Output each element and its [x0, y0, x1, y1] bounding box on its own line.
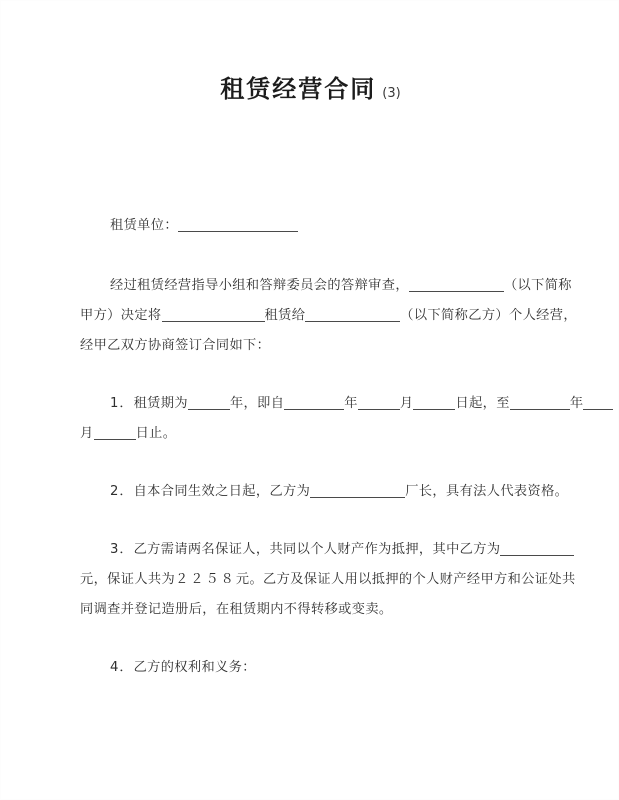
clause-1-text-2b: 日止。: [135, 426, 177, 441]
clause-3-line-2: [80, 565, 576, 595]
preamble-blank-asset[interactable]: [162, 308, 265, 322]
clause-1-text-d: 月: [399, 396, 414, 411]
preamble-text-2c: （以下简称乙方）个人经营，: [400, 308, 577, 323]
lessor-line: [80, 211, 540, 241]
clause-1-text-2a: 月: [80, 426, 94, 441]
spacer: [80, 507, 540, 535]
clause-1-blank-years[interactable]: [188, 396, 230, 410]
clause-1-text-a: 租赁期为: [133, 396, 188, 411]
preamble-text-2a: 甲方）决定将: [80, 308, 162, 323]
page-title-main: 租赁经营合同: [220, 75, 377, 103]
clause-1-text-b: 年，即自: [229, 396, 285, 411]
clause-3-text-2b: 元。乙方及保证人用以抵押的个人财产经甲方和公证处共: [235, 572, 576, 587]
clause-1-line-2: [80, 419, 540, 449]
preamble-blank-party-b[interactable]: [305, 308, 400, 322]
spacer: [80, 361, 540, 389]
preamble-line-1: [80, 271, 572, 301]
clause-3-line-3: [80, 595, 540, 625]
document-body: [80, 211, 584, 683]
clause-3-text-3: 同调查并登记造册后，在租赁期内不得转移或变卖。: [80, 602, 393, 617]
clause-1-text-c: 年: [344, 396, 358, 411]
preamble-blank-party-a[interactable]: [409, 278, 504, 292]
clause-1-blank-wrap[interactable]: [583, 396, 613, 410]
clause-1-number: 1．: [110, 396, 134, 411]
clause-3-guarantor-amount: ２２５８: [175, 572, 236, 587]
clause-2-text-a: 自本合同生效之日起，乙方为: [133, 484, 311, 499]
clause-3-line-1: [80, 535, 540, 565]
lessor-label: 租赁单位：: [110, 218, 178, 233]
clause-1-blank-start-year[interactable]: [284, 396, 344, 410]
page-title-suffix: (3): [382, 86, 401, 101]
clause-2-text-b: 厂长，具有法人代表资格。: [405, 484, 569, 499]
clause-4-number: 4．: [110, 660, 134, 675]
lessor-blank[interactable]: [178, 218, 298, 232]
clause-1-blank-start-month[interactable]: [358, 396, 400, 410]
clause-1-text-e: 日起，至: [455, 396, 510, 411]
page-title: [1, 69, 619, 104]
preamble-text-3: 经甲乙双方协商签订合同如下：: [80, 338, 271, 353]
clause-4-line-1: [80, 653, 540, 683]
spacer: [80, 241, 540, 271]
spacer: [80, 625, 540, 653]
preamble-text-2b: 租赁给: [264, 308, 306, 323]
preamble-line-3: [80, 331, 540, 361]
clause-3-text-1a: 乙方需请两名保证人，共同以个人财产作为抵押，其中乙方为: [133, 542, 501, 557]
clause-2-line-1: [80, 477, 569, 507]
clause-2-blank-factory[interactable]: [310, 484, 405, 498]
clause-3-text-2a: 元，保证人共为: [80, 572, 176, 587]
clause-3-blank-amount[interactable]: [500, 542, 574, 556]
clause-1-blank-start-day[interactable]: [413, 396, 455, 410]
preamble-line-2: [80, 301, 577, 331]
clause-1-line-1: [80, 389, 584, 419]
clause-4-text-a: 乙方的权利和义务：: [133, 660, 256, 675]
clause-1-text-f: 年: [569, 396, 584, 411]
clause-1-blank-end-day[interactable]: [94, 426, 136, 440]
preamble-text-1a: 经过租赁经营指导小组和答辩委员会的答辩审查，: [110, 278, 409, 293]
clause-3-number: 3．: [110, 542, 134, 557]
clause-2-number: 2．: [110, 484, 134, 499]
spacer: [80, 449, 540, 477]
clause-1-blank-end-year[interactable]: [510, 396, 570, 410]
preamble-text-1b: （以下简称: [503, 278, 572, 293]
